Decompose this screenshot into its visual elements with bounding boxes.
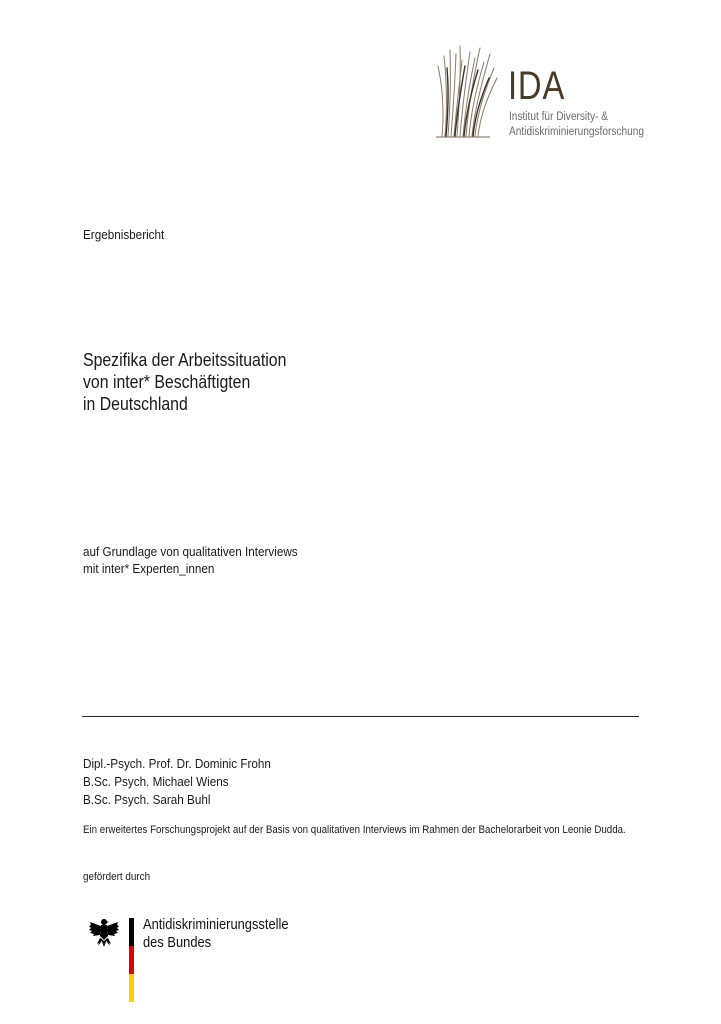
document-subtitle xyxy=(83,543,298,577)
author: B.Sc. Psych. Michael Wiens xyxy=(83,774,229,789)
federal-eagle-icon xyxy=(88,916,120,950)
institute-logo xyxy=(434,44,674,144)
author-list xyxy=(83,755,271,809)
funder-name-line: Antidiskriminierungsstelle xyxy=(143,916,289,933)
institute-subtitle-line: Antidiskriminierungsforschung xyxy=(509,126,644,138)
funder-logo xyxy=(88,912,328,1007)
institute-name: IDA xyxy=(508,64,566,108)
author: B.Sc. Psych. Sarah Buhl xyxy=(83,792,211,807)
funder-name xyxy=(143,916,289,952)
funded-by-label: gefördert durch xyxy=(83,871,151,883)
title-line: von inter* Beschäftigten xyxy=(83,372,251,392)
title-line: Spezifika der Arbeitssituation xyxy=(83,350,287,370)
title-line: in Deutschland xyxy=(83,394,188,414)
flag-gold xyxy=(129,974,134,1002)
flag-black xyxy=(129,918,134,946)
grass-reeds-icon xyxy=(434,44,500,139)
project-note: Ein erweitertes Forschungsprojekt auf der Basis von qualitativen Interviews im Rahmen der Bachelorarbeit von Leonie Dudda. xyxy=(83,824,626,836)
institute-subtitle xyxy=(509,110,644,140)
document-title xyxy=(83,349,286,415)
flag-red xyxy=(129,946,134,974)
subtitle-line: auf Grundlage von qualitativen Interviews xyxy=(83,544,298,559)
funder-name-line: des Bundes xyxy=(143,934,212,951)
german-flag-stripe xyxy=(129,918,134,1002)
divider xyxy=(82,716,639,717)
report-type: Ergebnisbericht xyxy=(83,227,165,242)
subtitle-line: mit inter* Experten_innen xyxy=(83,561,215,576)
author: Dipl.-Psych. Prof. Dr. Dominic Frohn xyxy=(83,756,271,771)
institute-subtitle-line: Institut für Diversity- & xyxy=(509,111,608,123)
